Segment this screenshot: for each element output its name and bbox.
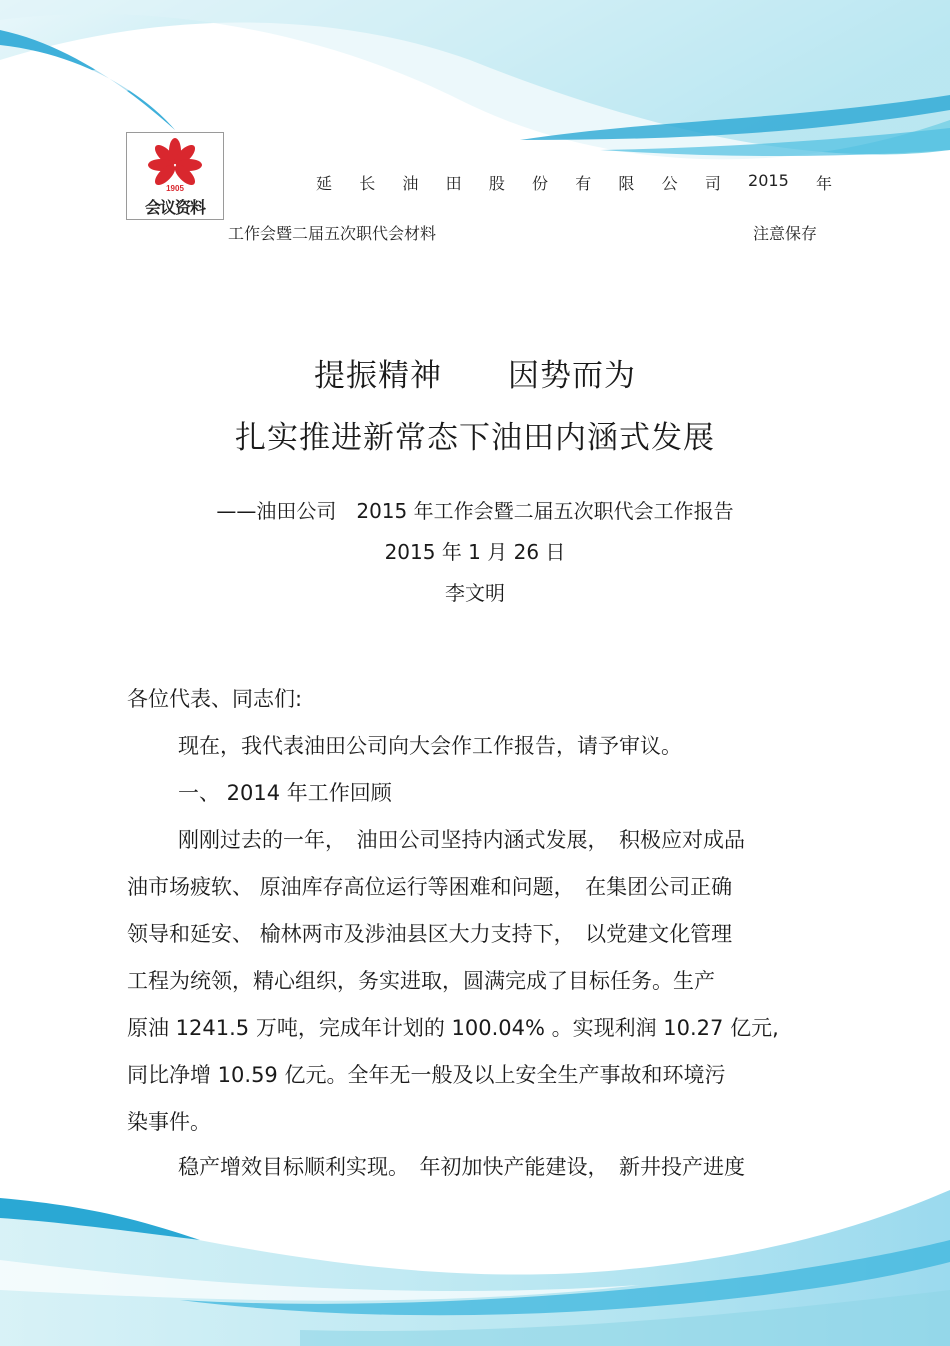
header-char: 司 — [704, 174, 721, 193]
header-char: 油 — [402, 174, 419, 193]
body-paragraph: 现在，我代表油田公司向大会作工作报告，请予审议。 — [178, 734, 682, 758]
header-char: 田 — [445, 174, 462, 193]
header-line-2: 工作会暨二届五次职代会材料 — [228, 224, 437, 243]
body-line: 刚刚过去的一年， 油田公司坚持内涵式发展， 积极应对成品 — [178, 828, 745, 852]
body-line: 染事件。 — [127, 1110, 211, 1134]
body-line: 油市场疲软、 原油库存高位运行等困难和问题， 在集团公司正确 — [127, 875, 733, 899]
main-title-line-1 — [0, 350, 950, 395]
header-char: 公 — [661, 174, 678, 193]
header-char: 限 — [618, 174, 635, 193]
body-line: 原油 1241.5 万吨，完成年计划的 100.04% 。实现利润 10.27 亿元, — [127, 1016, 779, 1040]
header-char: 长 — [359, 174, 376, 193]
logo-text: 会议资料 — [144, 198, 205, 217]
body-line: 领导和延安、 榆林两市及涉油县区大力支持下， 以党建文化管理 — [127, 922, 733, 946]
header-note: 注意保存 — [753, 224, 818, 243]
header-char: 年 — [815, 174, 832, 193]
body-line: 同比净增 10.59 亿元。全年无一般及以上安全生产事故和环境污 — [127, 1063, 726, 1087]
salutation: 各位代表、同志们: — [127, 687, 303, 711]
section-heading: 一、 2014 年工作回顾 — [178, 781, 392, 805]
title-part-1: 提振精神 — [314, 358, 442, 394]
body-line: 稳产增效目标顺利实现。 年初加快产能建设， 新井投产进度 — [178, 1155, 745, 1179]
title-part-2: 因势而为 — [508, 358, 636, 394]
header-char: 股 — [488, 174, 505, 193]
header-year: 2015 — [748, 171, 789, 190]
body-line: 工程为统领，精心组织，务实进取，圆满完成了目标任务。生产 — [127, 969, 715, 993]
header-line-1 — [316, 171, 832, 194]
report-author: 李文明 — [445, 581, 505, 605]
header-char: 有 — [575, 174, 592, 193]
logo-badge: 1905 — [166, 184, 184, 193]
header-char: 份 — [532, 174, 549, 193]
report-subtitle: ——油田公司 2015 年工作会暨二届五次职代会工作报告 — [216, 499, 734, 523]
main-title-line-2: 扎实推进新常态下油田内涵式发展 — [235, 420, 715, 456]
company-logo — [126, 132, 224, 220]
header-char: 延 — [316, 174, 333, 193]
report-date: 2015 年 1 月 26 日 — [384, 540, 566, 564]
